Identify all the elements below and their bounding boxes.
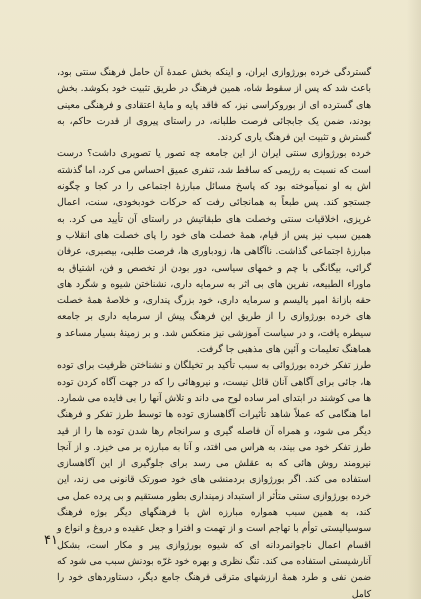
paragraph-1: گسترد‌گی خرده بورژوازی ایران، و اینکه بخش عمدهٔ آن حامل فرهنگ سنتی بود، باعث شد که پس از سقوط شاه، همین فرهنگ در طریق تثبیت خود بکوشد. بخش های گسترده ای از بوروکراسی نیز، که فاقد پایه و مایهٔ اعتقادی و فرهنگی معینی بودند، ضمن یک جابجائی فرصت طلبانه، در راستای پیروی از قدرت حاکم، به گسترش و تثبیت این فرهنگ یاری کردند.	[57, 67, 371, 144]
body-text	[57, 65, 371, 599]
paragraph-2: خرده بورژوازی سنتی ایران از این جامعه چه تصور یا تصویری داشت؟ درست است که نسبت به رژیمی که ساقط شد، تنفری عمیق احساس می کرد، اما گذشته اش به او نمیآموخته بود که پاسخ مسائل مبارزهٔ اجتماعی را در کجا و چگونه جستجو کند. پس طبعاً به همانجائی رفت که حرکات خودبخودی، سنت، اعمال غریزی، اخلاقیات سنتی وخصلت های طبقاتیش در راستای آن تأیید می کرد. به همین سبب نیز پس از قیام، همهٔ خصلت های خود را پای خصلت های انقلاب و مبارزهٔ اجتماعی گذاشت. ناآگاهی ها، زودباوری ها، فرصت طلبی، بیصبری، عرفان گرائی، بیگانگی با چم و خمهای سیاسی، دور بودن از تخصص و فن، اشتیاق به ماوراء الطبیعه، نفرین های بی اثر به سرمایه داری، نشناختن شیوه و شگرد های حقه بازانهٔ امپر یالیسم و سرمایه داری، خود بزرگ پنداری، و خلاصهٔ همهٔ خصلت های خرده بورژوازی را از طریق این فرهنگ پیش از سرمایه داری بر جامعه سیطره یافت، و در سیاست آموزشی نیز منعکس شد. و بر زمینهٔ بسیار مساعد و هماهنگ تعلیمات و آئین های مذهبی جا گرفت.	[57, 148, 371, 356]
page-edge-shadow	[407, 0, 421, 599]
paragraph-3: طرز تفکر خرده بورژوائی به سبب تأکید بر تخیلگان و نشناختن ظرفیت برای توده ها، جائی برای آگاهی آنان قائل نیست، و نیروهائی را که در جهت آگاه کردن توده ها می کوشند در ابتدای امر ساده لوح می داند و تلاش آنها را بی فایده می شمارد. اما هنگامی که عملاً شاهد تأثیرات آگاهسازی توده ها توسط طرز تفکر و فرهنگ دیگر می شود، و همراه آن فاصله گیری و سرانجام رها شدن توده ها را از قید طرز تفکر خود می بیند، به هراس می افتد، و آنا به مبارزه بر می خیزد. و از آنجا نیرومند روش هائی که به عقلش می رسد برای جلوگیری از این آگاهسازی استفاده می کند. اگر بورژوازی بردمنشی های خود صورتک قانونی می زند، این خرده بورژوازی سنتی متأثر از استبداد زمینداری بطور مستقیم و بی پرده عمل می کند، به همین سبب همواره مبارزه اش با فرهنگهای دیگر بوژه فرهنگ سوسیالیستی توأم با تهاجم است و از تهمت و افترا و جعل عقیده و دروغ و انواع و اقسام اعمال ناجوانمردانه ای که شیوه بورژوازی پیر و مکار است، بشکل آنارشیستی استفاده می کند. تنگ نظری و بهره خود غرّه بودنش سبب می شود که ضمن نفی و طرد همهٔ ارزشهای مترقی فرهنگ جامع دیگر، دستاوردهای خود را کامل	[57, 360, 371, 599]
page-number: ۴۱	[44, 533, 58, 548]
